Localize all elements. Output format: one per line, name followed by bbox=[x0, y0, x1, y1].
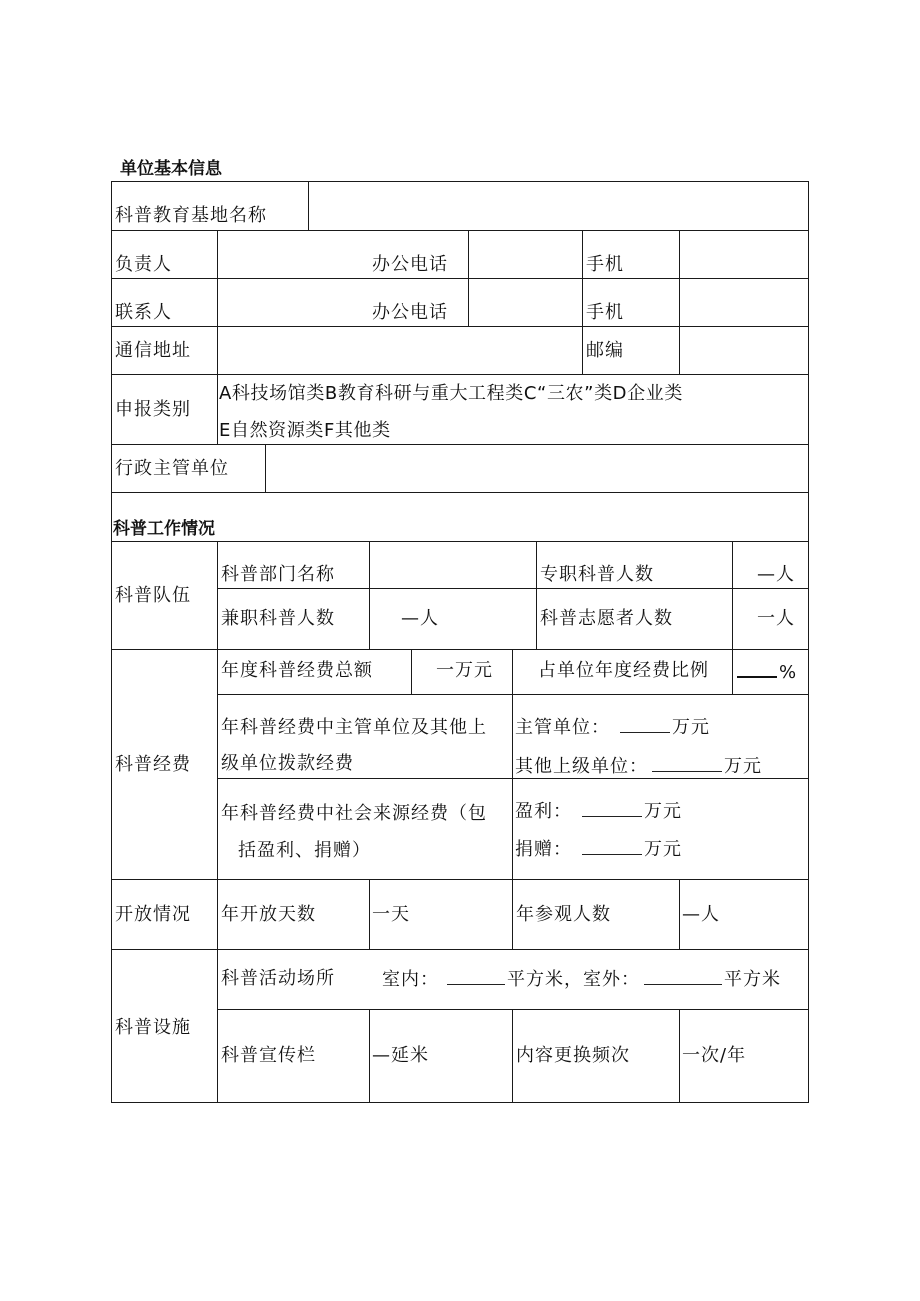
section-title-work: 科普工作情况 bbox=[113, 519, 215, 539]
annual-total-value[interactable]: 一万元 bbox=[436, 660, 493, 681]
frequency-value[interactable]: 一次/年 bbox=[682, 1045, 747, 1066]
profit-row[interactable] bbox=[515, 800, 682, 823]
allocation-label-line-2: 级单位拨款经费 bbox=[221, 753, 354, 774]
other-superior-unit: 万元 bbox=[724, 756, 762, 777]
admin-unit-field[interactable] bbox=[266, 445, 808, 492]
venue-label: 科普活动场所 bbox=[221, 968, 335, 989]
office-phone-label-2: 办公电话 bbox=[372, 302, 448, 323]
funds-label: 科普经费 bbox=[115, 754, 191, 775]
board-value[interactable]: —延米 bbox=[372, 1045, 429, 1066]
mobile-label: 手机 bbox=[586, 254, 624, 275]
donation-blank[interactable] bbox=[582, 838, 642, 855]
volunteer-label: 科普志愿者人数 bbox=[540, 608, 673, 629]
other-superior-row[interactable] bbox=[515, 755, 762, 778]
indoor-unit: 平方米，室外： bbox=[507, 969, 640, 990]
profit-blank[interactable] bbox=[582, 800, 642, 817]
open-label: 开放情况 bbox=[115, 904, 191, 925]
donation-label: 捐赠： bbox=[515, 839, 572, 860]
office-phone-label: 办公电话 bbox=[372, 254, 448, 275]
fulltime-label: 专职科普人数 bbox=[540, 564, 654, 585]
category-options-line-2[interactable]: E自然资源类F其他类 bbox=[219, 420, 391, 441]
profit-label: 盈利： bbox=[515, 801, 572, 822]
mobile-field[interactable] bbox=[680, 231, 808, 278]
category-options-line-1[interactable]: A科技场馆类B教育科研与重大工程类C“三农”类D企业类 bbox=[219, 383, 683, 404]
donation-unit: 万元 bbox=[644, 839, 682, 860]
category-label: 申报类别 bbox=[115, 399, 191, 420]
visitors-value[interactable]: —人 bbox=[682, 904, 720, 925]
percent-sign: % bbox=[779, 662, 798, 683]
dept-name-label: 科普部门名称 bbox=[221, 564, 335, 585]
profit-unit: 万元 bbox=[644, 801, 682, 822]
authority-label: 主管单位： bbox=[515, 717, 610, 738]
social-label-line-1: 年科普经费中社会来源经费（包 bbox=[221, 803, 487, 824]
address-field[interactable] bbox=[218, 327, 582, 374]
address-label: 通信地址 bbox=[115, 340, 191, 361]
postcode-label: 邮编 bbox=[586, 340, 624, 361]
other-superior-label: 其他上级单位： bbox=[515, 756, 648, 777]
office-phone-field[interactable] bbox=[469, 231, 582, 278]
authority-unit: 万元 bbox=[672, 717, 710, 738]
section-title-basic-info: 单位基本信息 bbox=[120, 159, 222, 179]
outdoor-blank[interactable] bbox=[644, 968, 722, 985]
mobile-label-2: 手机 bbox=[586, 302, 624, 323]
base-name-label: 科普教育基地名称 bbox=[115, 205, 267, 226]
donation-row[interactable] bbox=[515, 838, 682, 861]
facilities-label: 科普设施 bbox=[115, 1017, 191, 1038]
outdoor-unit: 平方米 bbox=[724, 969, 781, 990]
frequency-label: 内容更换频次 bbox=[516, 1045, 630, 1066]
ratio-field[interactable] bbox=[737, 660, 797, 684]
open-days-label: 年开放天数 bbox=[221, 904, 316, 925]
venue-area-row[interactable] bbox=[382, 968, 781, 991]
other-superior-blank[interactable] bbox=[652, 755, 722, 772]
authority-blank[interactable] bbox=[620, 716, 670, 733]
fulltime-value[interactable]: —人 bbox=[757, 564, 795, 585]
allocation-label-line-1: 年科普经费中主管单位及其他上 bbox=[221, 717, 487, 738]
open-days-value[interactable]: 一天 bbox=[372, 904, 410, 925]
mobile-field-2[interactable] bbox=[680, 279, 808, 326]
responsible-label: 负责人 bbox=[115, 254, 172, 275]
board-label: 科普宣传栏 bbox=[221, 1045, 316, 1066]
contact-field[interactable] bbox=[218, 279, 368, 326]
indoor-blank[interactable] bbox=[447, 968, 505, 985]
parttime-label: 兼职科普人数 bbox=[221, 608, 335, 629]
dept-name-field[interactable] bbox=[370, 542, 536, 588]
authority-row[interactable] bbox=[515, 716, 710, 739]
visitors-label: 年参观人数 bbox=[516, 904, 611, 925]
office-phone-field-2[interactable] bbox=[469, 279, 582, 326]
team-label: 科普队伍 bbox=[115, 585, 191, 606]
contact-label: 联系人 bbox=[115, 302, 172, 323]
parttime-value[interactable]: —人 bbox=[401, 608, 439, 629]
ratio-label: 占单位年度经费比例 bbox=[538, 660, 709, 681]
volunteer-value[interactable]: 一人 bbox=[757, 608, 795, 629]
indoor-label: 室内： bbox=[382, 969, 439, 990]
base-name-field[interactable] bbox=[309, 182, 808, 230]
social-label-line-2: 括盈利、捐赠） bbox=[238, 840, 371, 861]
responsible-field[interactable] bbox=[218, 231, 368, 278]
annual-total-label: 年度科普经费总额 bbox=[221, 660, 373, 681]
postcode-field[interactable] bbox=[680, 327, 808, 374]
admin-unit-label: 行政主管单位 bbox=[115, 458, 229, 479]
